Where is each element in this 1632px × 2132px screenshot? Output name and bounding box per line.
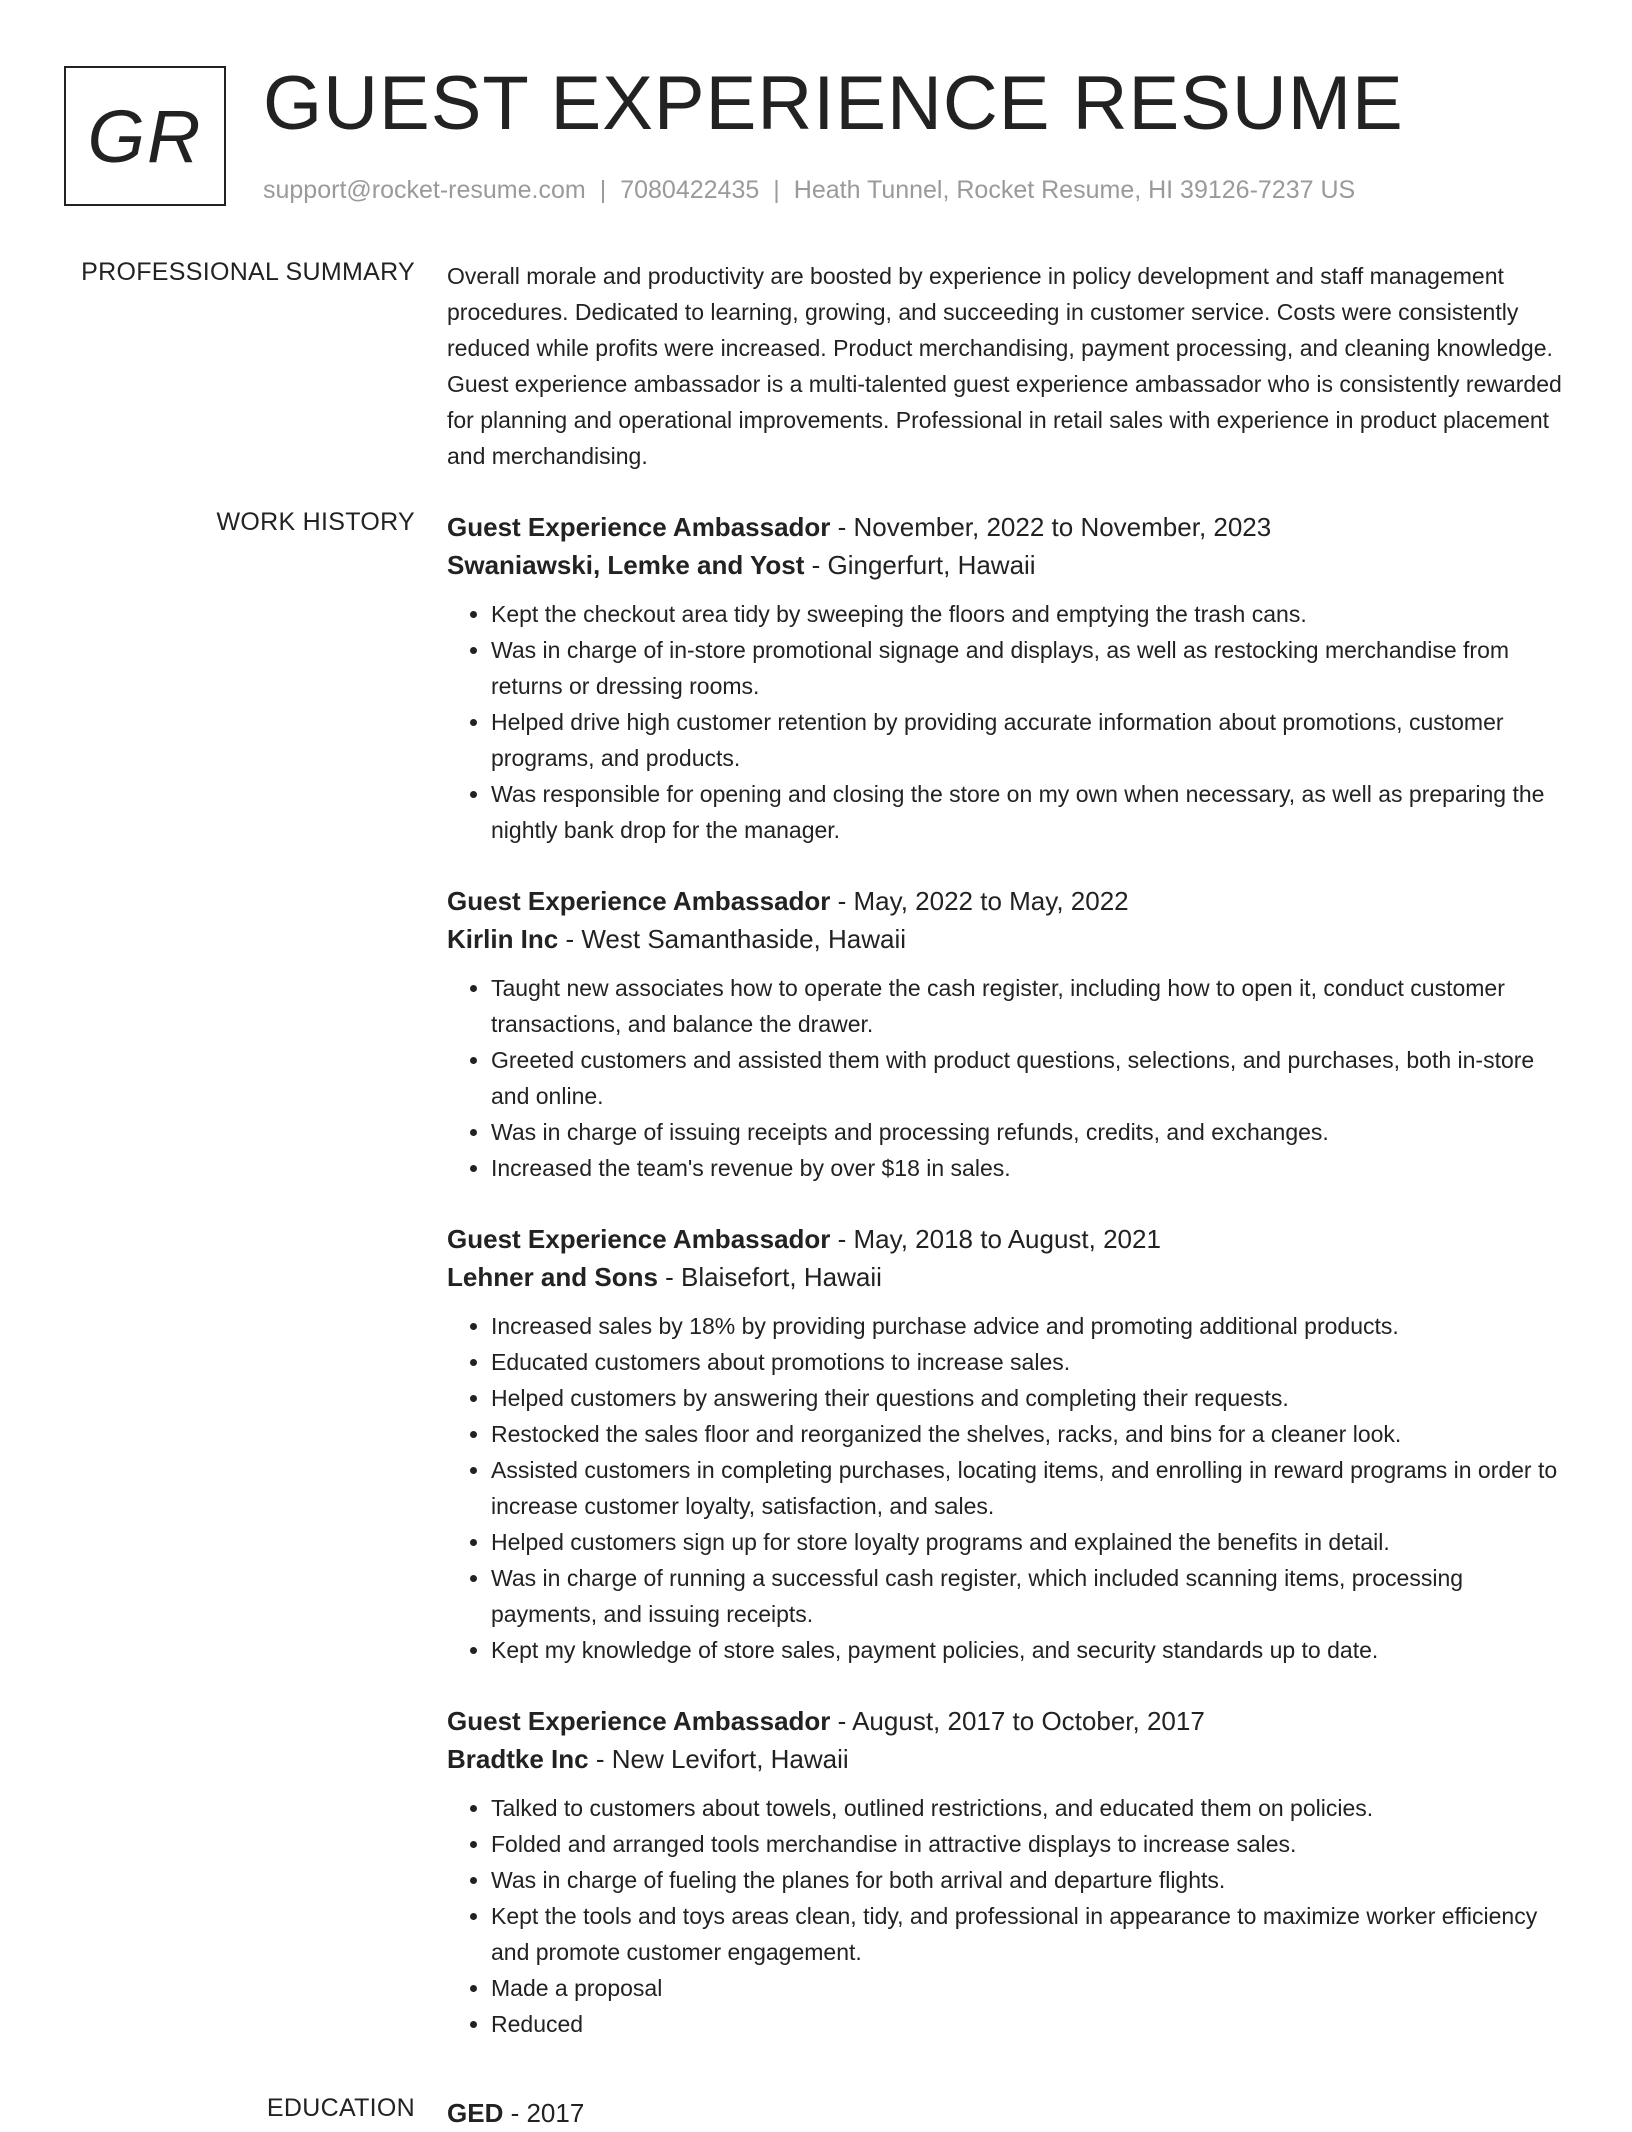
job-company: Swaniawski, Lemke and Yost [447, 550, 805, 580]
job-bullet: • Was in charge of running a successful cash register, which included scanning items, processing payments, and issuing receipts. [491, 1560, 1568, 1632]
contact-address: Heath Tunnel, Rocket Resume, HI 39126-7237 US [793, 176, 1356, 204]
job-bullet: • Helped customers by answering their questions and completing their requests. [491, 1380, 1568, 1416]
section-label: PROFESSIONAL SUMMARY [81, 258, 415, 286]
contact-email: support@rocket-resume.com [263, 176, 586, 204]
job-title: Guest Experience Ambassador [447, 1224, 831, 1254]
monogram-badge: GR [64, 66, 226, 206]
job-bullet: • Helped drive high customer retention by providing accurate information about promotions, customer programs, and products. [491, 704, 1568, 776]
job-location: - West Samanthaside, Hawaii [558, 924, 907, 954]
job-bullet-list [447, 596, 1568, 848]
job-bullet: • Kept the checkout area tidy by sweeping the floors and emptying the trash cans. [491, 596, 1568, 632]
job-bullet: • Educated customers about promotions to increase sales. [491, 1344, 1568, 1380]
job-bullet: • Greeted customers and assisted them with product questions, selections, and purchases, both in-store and online. [491, 1042, 1568, 1114]
summary-text: Overall morale and productivity are boosted by experience in policy development and staff management procedures. Dedicated to learning, growing, and succeeding in customer service. Costs were consistently reduced while profits were increased. Product merchandising, payment processing, and cleaning knowledge. Guest experience ambassador is a multi-talented guest experience ambassador who is consistently rewarded for planning and operational improvements. Professional in retail sales with experience in product placement and merchandising. [447, 263, 1562, 469]
job-title-line [447, 1702, 1568, 1740]
job-bullet-list [447, 970, 1568, 1186]
job-title: Guest Experience Ambassador [447, 512, 831, 542]
job-entry [447, 508, 1568, 848]
job-bullet: • Made a proposal [491, 1970, 1568, 2006]
contact-phone: 7080422435 [620, 176, 760, 204]
education-entry [447, 2094, 1568, 2132]
job-company-line [447, 920, 1568, 958]
job-company-line [447, 546, 1568, 584]
work-history-list [447, 508, 1568, 2076]
job-bullet: • Kept my knowledge of store sales, payment policies, and security standards up to date. [491, 1632, 1568, 1668]
education-year: - 2017 [503, 2098, 585, 2128]
job-company: Bradtke Inc [447, 1744, 589, 1774]
resume-title: GUEST EXPERIENCE RESUME [263, 61, 1404, 146]
job-bullet-list [447, 1790, 1568, 2042]
job-company: Kirlin Inc [447, 924, 559, 954]
job-bullet: • Was in charge of issuing receipts and processing refunds, credits, and exchanges. [491, 1114, 1568, 1150]
job-dates: - May, 2022 to May, 2022 [830, 886, 1129, 916]
resume-header [64, 61, 1568, 216]
job-company: Lehner and Sons [447, 1262, 658, 1292]
section-label: EDUCATION [266, 2094, 415, 2122]
job-company-line [447, 1740, 1568, 1778]
job-bullet-list [447, 1308, 1568, 1668]
job-bullet: • Increased the team's revenue by over $18 in sales. [491, 1150, 1568, 1186]
job-bullet: • Helped customers sign up for store loyalty programs and explained the benefits in detail. [491, 1524, 1568, 1560]
job-title-line [447, 508, 1568, 546]
job-location: - Gingerfurt, Hawaii [804, 550, 1036, 580]
job-entry [447, 1702, 1568, 2042]
job-entry [447, 1220, 1568, 1668]
job-dates: - November, 2022 to November, 2023 [830, 512, 1272, 542]
job-company-line [447, 1258, 1568, 1296]
job-bullet: • Talked to customers about towels, outlined restrictions, and educated them on policies. [491, 1790, 1568, 1826]
job-bullet: • Taught new associates how to operate the cash register, including how to open it, conduct customer transactions, and balance the drawer. [491, 970, 1568, 1042]
job-title: Guest Experience Ambassador [447, 1706, 831, 1736]
job-bullet: • Was responsible for opening and closing the store on my own when necessary, as well as preparing the nightly bank drop for the manager. [491, 776, 1568, 848]
section-label: WORK HISTORY [216, 508, 415, 536]
job-title: Guest Experience Ambassador [447, 886, 831, 916]
job-bullet: • Kept the tools and toys areas clean, tidy, and professional in appearance to maximize worker efficiency and promote customer engagement. [491, 1898, 1568, 1970]
education-degree: GED [447, 2098, 504, 2128]
contact-separator: | [599, 176, 607, 204]
job-title-line [447, 1220, 1568, 1258]
job-bullet: • Assisted customers in completing purchases, locating items, and enrolling in reward programs in order to increase customer loyalty, satisfaction, and sales. [491, 1452, 1568, 1524]
job-location: - Blaisefort, Hawaii [657, 1262, 882, 1292]
job-dates: - May, 2018 to August, 2021 [830, 1224, 1161, 1254]
job-bullet: • Folded and arranged tools merchandise in attractive displays to increase sales. [491, 1826, 1568, 1862]
job-bullet: • Restocked the sales floor and reorganized the shelves, racks, and bins for a cleaner look. [491, 1416, 1568, 1452]
job-entry [447, 882, 1568, 1186]
contact-separator: | [773, 176, 780, 204]
job-dates: - August, 2017 to October, 2017 [830, 1706, 1205, 1736]
contact-line [263, 176, 1355, 205]
job-bullet: • Was in charge of in-store promotional signage and displays, as well as restocking merchandise from returns or dressing rooms. [491, 632, 1568, 704]
job-location: - New Levifort, Hawaii [588, 1744, 849, 1774]
job-bullet: • Was in charge of fueling the planes for both arrival and departure flights. [491, 1862, 1568, 1898]
job-bullet: • Reduced [491, 2006, 1568, 2042]
job-title-line [447, 882, 1568, 920]
job-bullet: • Increased sales by 18% by providing purchase advice and promoting additional products. [491, 1308, 1568, 1344]
